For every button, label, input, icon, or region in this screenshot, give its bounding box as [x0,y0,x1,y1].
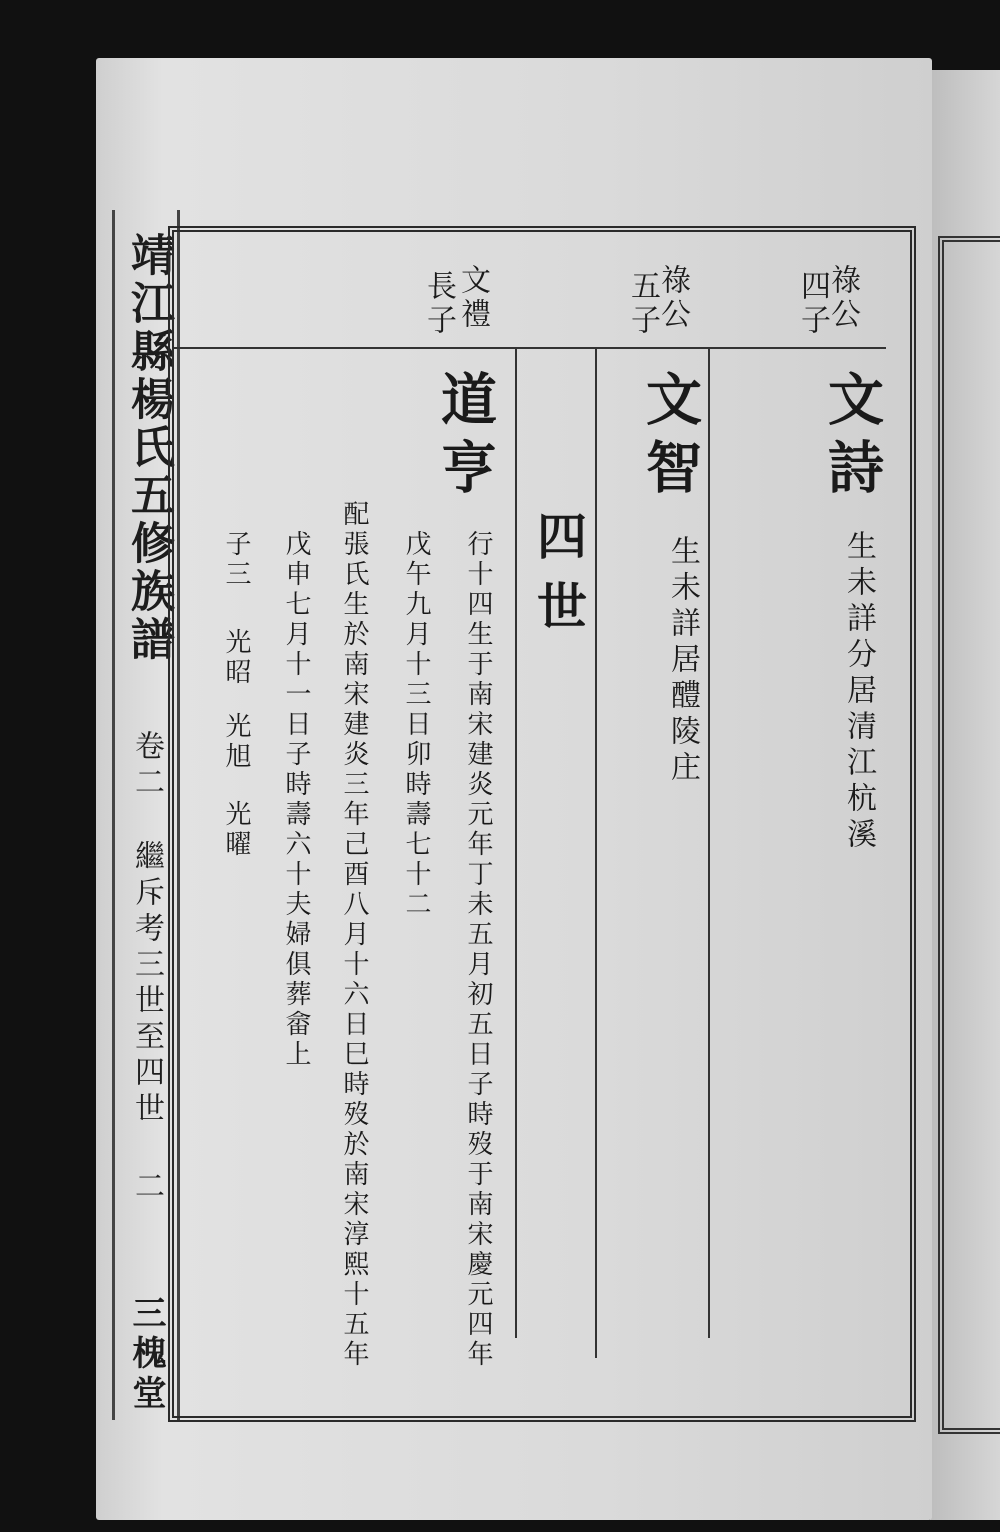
column-rule-3 [515,348,517,1338]
entry-daoheng-line1: 行十四生于南宋建炎元年丁未五月初五日子時歿于南宋慶元四年 [463,530,493,1370]
son-2: 光旭 [221,712,251,772]
entry-text-wenshi: 生未詳分居清江杭溪 [841,530,876,854]
volume-label: 卷二 [129,730,164,802]
column-rule-2 [595,348,597,1358]
son-3: 光曜 [221,800,251,860]
next-page-frame [938,236,1000,1434]
entry-name-daoheng: 道亨 [432,370,498,506]
entry-name-wenzhi: 文智 [637,370,703,506]
son-1: 光昭 [221,628,251,688]
page-number: 二 [129,1170,164,1206]
header-col1-line1: 祿公 [825,264,860,332]
entry-text-wenzhi: 生未詳居醴陵庄 [665,535,700,787]
generation-label: 四世 [529,510,588,650]
header-col2-line2: 五子 [625,270,660,338]
hall-name: 三槐堂 [126,1295,166,1415]
entry-daoheng-line4: 戊申七月十一日子時壽六十夫婦俱葬畲上 [281,530,311,1070]
section-label: 繼斥考三世至四世 [129,840,164,1128]
sons-label: 子三 [221,530,251,590]
entry-name-wenshi: 文詩 [819,370,885,506]
header-col3-line2: 長子 [421,270,456,338]
entry-daoheng-line3: 配張氏生於南宋建炎三年己酉八月十六日巳時歿於南宋淳熙十五年 [339,500,369,1370]
header-col2-line1: 祿公 [655,264,690,332]
entry-daoheng-line2: 戊午九月十三日卯時壽七十二 [401,530,431,920]
header-divider [174,347,886,349]
header-col1-line2: 四子 [795,270,830,338]
book-title: 靖江縣楊氏五修族譜 [123,232,174,664]
header-col3-line1: 文禮 [455,264,490,332]
